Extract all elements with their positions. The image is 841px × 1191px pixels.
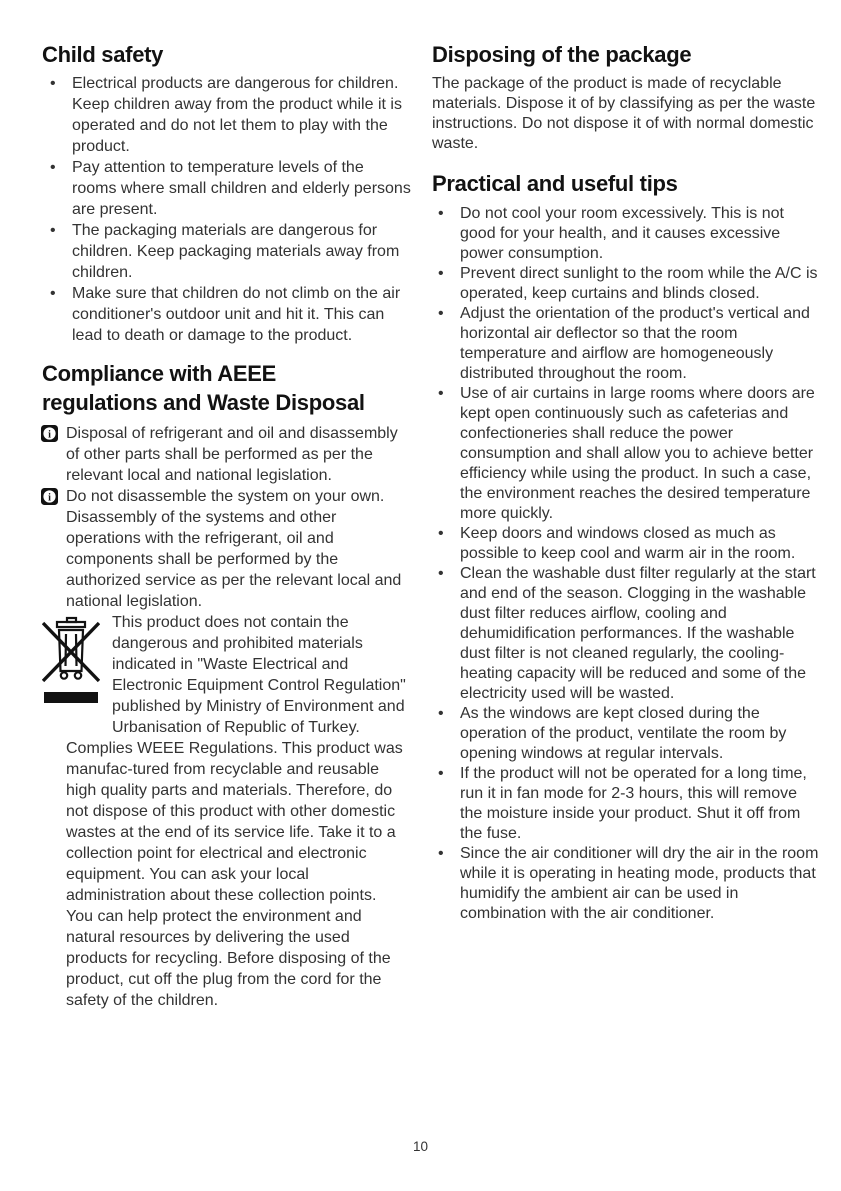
- compliance-heading-line1: Compliance with AEEE: [42, 361, 277, 386]
- info-icon: [41, 425, 58, 442]
- bullet-item: • Pay attention to temperature levels of the rooms where small children and elderly persons are present.: [42, 157, 412, 220]
- info-icon: [41, 488, 58, 505]
- child-safety-bullet-list: [42, 73, 412, 346]
- left-column: [42, 40, 412, 1011]
- section-disposing-package: [432, 40, 820, 154]
- disposing-heading: Disposing of the package: [432, 42, 692, 67]
- bullet-item: • Adjust the orientation of the product's vertical and horizontal air deflector so that the room temperature and airflow are homogeneously distributed throughout the room.: [432, 304, 820, 384]
- section-practical-tips: [432, 169, 820, 924]
- tips-heading: Practical and useful tips: [432, 171, 678, 196]
- bullet-item: • Use of air curtains in large rooms where doors are kept open continuously such as cafeterias and confectioneries shall reduce the power consumption and shall allow you to achieve better efficiency while using the product. In such a case, the environment reaches the desired temperature more quickly.: [432, 384, 820, 524]
- section-child-safety: [42, 40, 412, 346]
- section-compliance-aeee: [42, 359, 412, 1011]
- info-note: [42, 486, 412, 612]
- bullet-item: • Since the air conditioner will dry the air in the room while it is operating in heating mode, products that humidify the ambient air can be used in combination with the air conditioner.: [432, 844, 820, 924]
- weee-paragraph-text: This product does not contain the dangerous and prohibited materials indicated in "Waste Electrical and Electronic Equipment Control Regulation" published by Ministry of Environment and Urbanisation of Republic of Turkey. Complies WEEE Regulations. This product was manufac-tured from recyclable and reusable high quality parts and materials. Therefore, do not dispose of this product with other domestic wastes at the end of its service life. Take it to a collection point for electrical and electronic equipment. You can ask your local administration about these collection points.: [66, 614, 406, 904]
- weee-paragraph: [42, 612, 412, 906]
- svg-text:i: i: [48, 492, 51, 504]
- child-safety-heading: Child safety: [42, 42, 164, 67]
- info-note-text: Do not disassemble the system on your own. Disassembly of the systems and other operations with the refrigerant, oil and components shall be performed by the authorized service as per the relevant local and national legislation.: [66, 488, 402, 610]
- page-number: 10: [412, 1139, 429, 1154]
- bullet-item: • Do not cool your room excessively. This is not good for your health, and it causes excessive power consumption.: [432, 204, 820, 264]
- bullet-item: • Clean the washable dust filter regularly at the start and end of the season. Clogging in the washable dust filter reduces airflow, cooling and dehumidification performances. If the washable dust filter is not cleaned regularly, the cooling-heating capacity will be reduced and some of the electricity used will be wasted.: [432, 564, 820, 704]
- recycling-closing-paragraph: You can help protect the environment and natural resources by delivering the used products for recycling. Before disposing of the product, cut off the plug from the cord for the safety of the children.: [66, 908, 391, 1009]
- compliance-heading: [42, 359, 412, 417]
- tips-bullet-list: [432, 204, 820, 924]
- bullet-item: • Keep doors and windows closed as much as possible to keep cool and warm air in the room.: [432, 524, 820, 564]
- right-column: [432, 40, 820, 1011]
- weee-crossed-out-wheeled-bin-icon: [42, 612, 100, 738]
- bullet-item: • As the windows are kept closed during the operation of the product, ventilate the room by opening windows at regular intervals.: [432, 704, 820, 764]
- svg-text:i: i: [48, 429, 51, 441]
- bullet-item: • The packaging materials are dangerous for children. Keep packaging materials away from children.: [42, 220, 412, 283]
- bullet-item: • Prevent direct sunlight to the room while the A/C is operated, keep curtains and blinds closed.: [432, 264, 820, 304]
- compliance-heading-line2: regulations and Waste Disposal: [42, 390, 365, 415]
- bullet-item: • If the product will not be operated for a long time, run it in fan mode for 2-3 hours, this will remove the moisture inside your product. Shut it off from the fuse.: [432, 764, 820, 844]
- info-note-text: Disposal of refrigerant and oil and disassembly of other parts shall be performed as per the relevant local and national legislation.: [66, 425, 398, 484]
- disposing-paragraph: The package of the product is made of recyclable materials. Dispose it of by classifying as per the waste instructions. Do not dispose it of with normal domestic waste.: [432, 75, 816, 152]
- bullet-item: • Electrical products are dangerous for children. Keep children away from the product while it is operated and do not let them to play with the product.: [42, 73, 412, 157]
- bullet-item: • Make sure that children do not climb on the air conditioner's outdoor unit and hit it. This can lead to death or damage to the product.: [42, 283, 412, 346]
- info-note: [42, 423, 412, 486]
